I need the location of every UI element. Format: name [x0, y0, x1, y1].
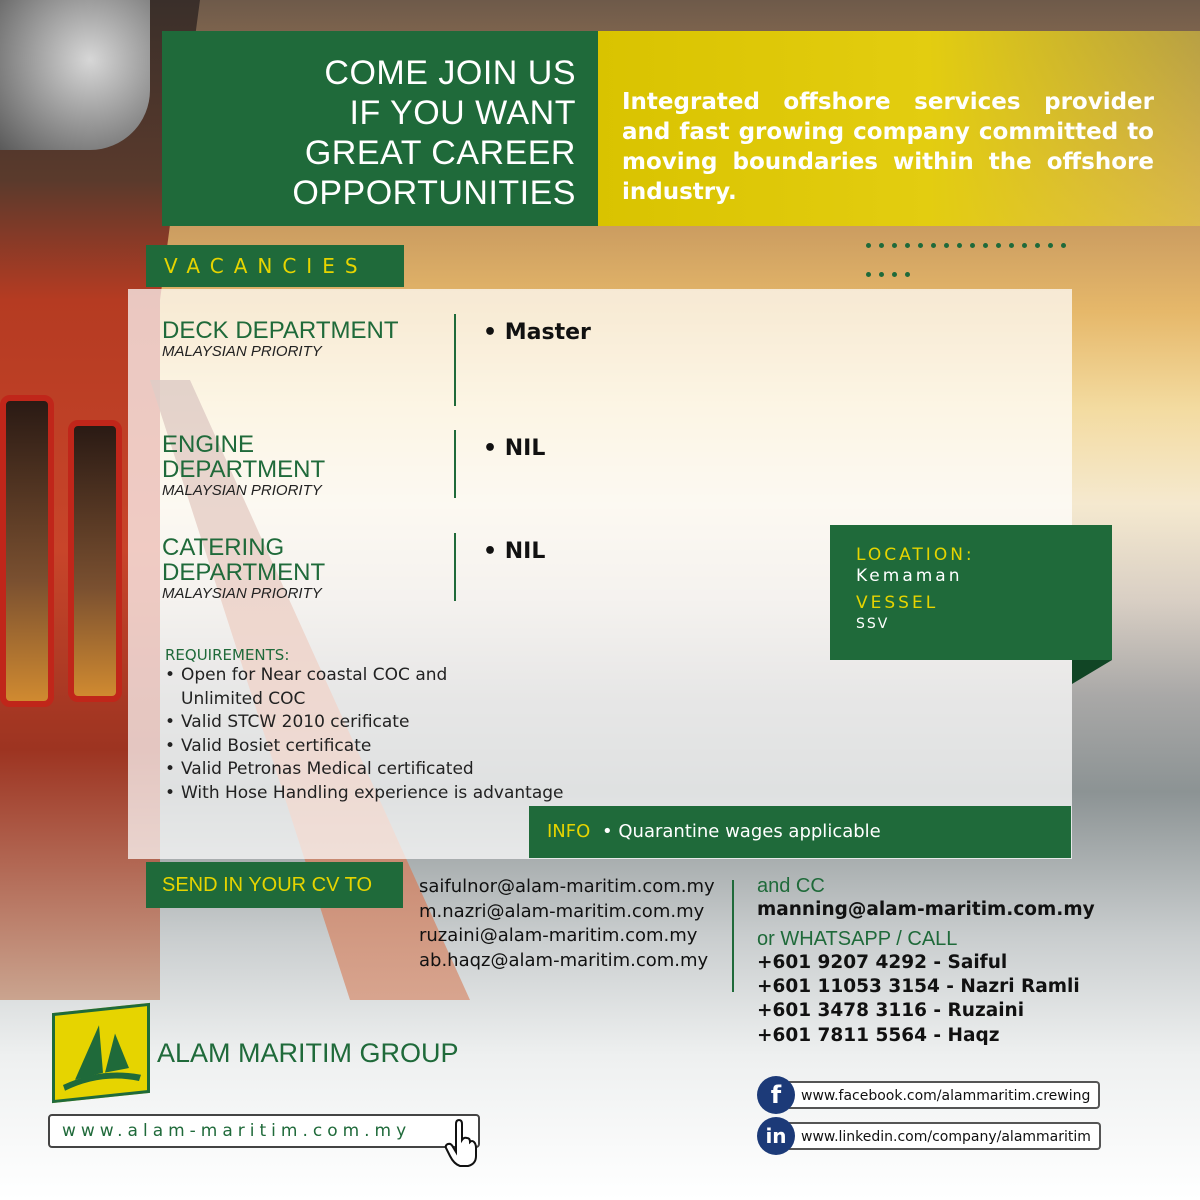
ship-window-image: [0, 395, 54, 707]
divider-line: [732, 880, 734, 992]
facebook-icon: f: [757, 1076, 795, 1114]
info-box: INFO • Quarantine wages applicable: [529, 806, 1071, 858]
cv-email-list: [419, 875, 715, 973]
divider-line: [454, 430, 456, 498]
engine-department: ENGINE DEPARTMENT MALAYSIAN PRIORITY: [162, 431, 326, 499]
cc-email-link[interactable]: manning@alam-maritim.com.my: [757, 899, 1095, 921]
catering-department: CATERING DEPARTMENT MALAYSIAN PRIORITY: [162, 534, 326, 602]
email-link[interactable]: saifulnor@alam-maritim.com.my: [419, 876, 715, 897]
phone-number[interactable]: +601 3478 3116 - Ruzaini: [757, 1000, 1025, 1022]
email-link[interactable]: ab.haqz@alam-maritim.com.my: [419, 949, 709, 971]
requirements-list: REQUIREMENTS: • Open for Near coastal COC and Unlimited COC • Valid STCW 2010 cerificate • Valid Bosiet certificate • Valid Petronas Medical certificated • With Hose Handling experience is advantage: [165, 646, 564, 805]
phone-number[interactable]: +601 9207 4292 - Saiful: [757, 951, 1008, 973]
ship-lifeboat-image: [0, 0, 150, 150]
deck-department: DECK DEPARTMENT MALAYSIAN PRIORITY: [162, 317, 399, 360]
email-link[interactable]: ruzaini@alam-maritim.com.my: [419, 925, 698, 946]
location-vessel-box: LOCATION: Kemaman VESSEL SSV: [830, 525, 1112, 660]
deck-position: • Master: [483, 320, 591, 345]
company-logo: [52, 1003, 150, 1103]
header-description-box: [598, 31, 1200, 226]
contact-list: and CC manning@alam-maritim.com.my or WHATSAPP / CALL +601 9207 4292 - Saiful +601 11053 3154 - Nazri Ramli +601 3478 3116 - Ruzaini +601 7811 5564 - Haqz: [757, 874, 1095, 1048]
pointer-hand-icon: [444, 1118, 478, 1168]
company-description: Integrated offshore services provider and fast growing company committed to moving boundaries within the offshore industry.: [622, 89, 1154, 205]
divider-line: [454, 314, 456, 406]
linkedin-icon: in: [757, 1117, 795, 1155]
website-link[interactable]: www.alam-maritim.com.my: [48, 1114, 480, 1148]
header-title: COME JOIN US IF YOU WANT GREAT CAREER OPPORTUNITIES: [292, 54, 576, 212]
vacancies-label: VACANCIES: [146, 245, 404, 287]
send-cv-label: SEND IN YOUR CV TO: [146, 862, 403, 908]
divider-line: [454, 533, 456, 601]
company-name: ALAM MARITIM GROUP: [157, 1038, 459, 1068]
engine-position: • NIL: [483, 436, 546, 461]
phone-number[interactable]: +601 7811 5564 - Haqz: [757, 1024, 1000, 1046]
email-link[interactable]: m.nazri@alam-maritim.com.my: [419, 900, 705, 922]
ribbon-fold: [1072, 660, 1112, 684]
header-title-box: [162, 31, 598, 226]
catering-position: • NIL: [483, 539, 546, 564]
sail-logo-icon: [55, 1006, 147, 1100]
phone-number[interactable]: +601 11053 3154 - Nazri Ramli: [757, 976, 1080, 998]
ship-window-image: [68, 420, 122, 702]
